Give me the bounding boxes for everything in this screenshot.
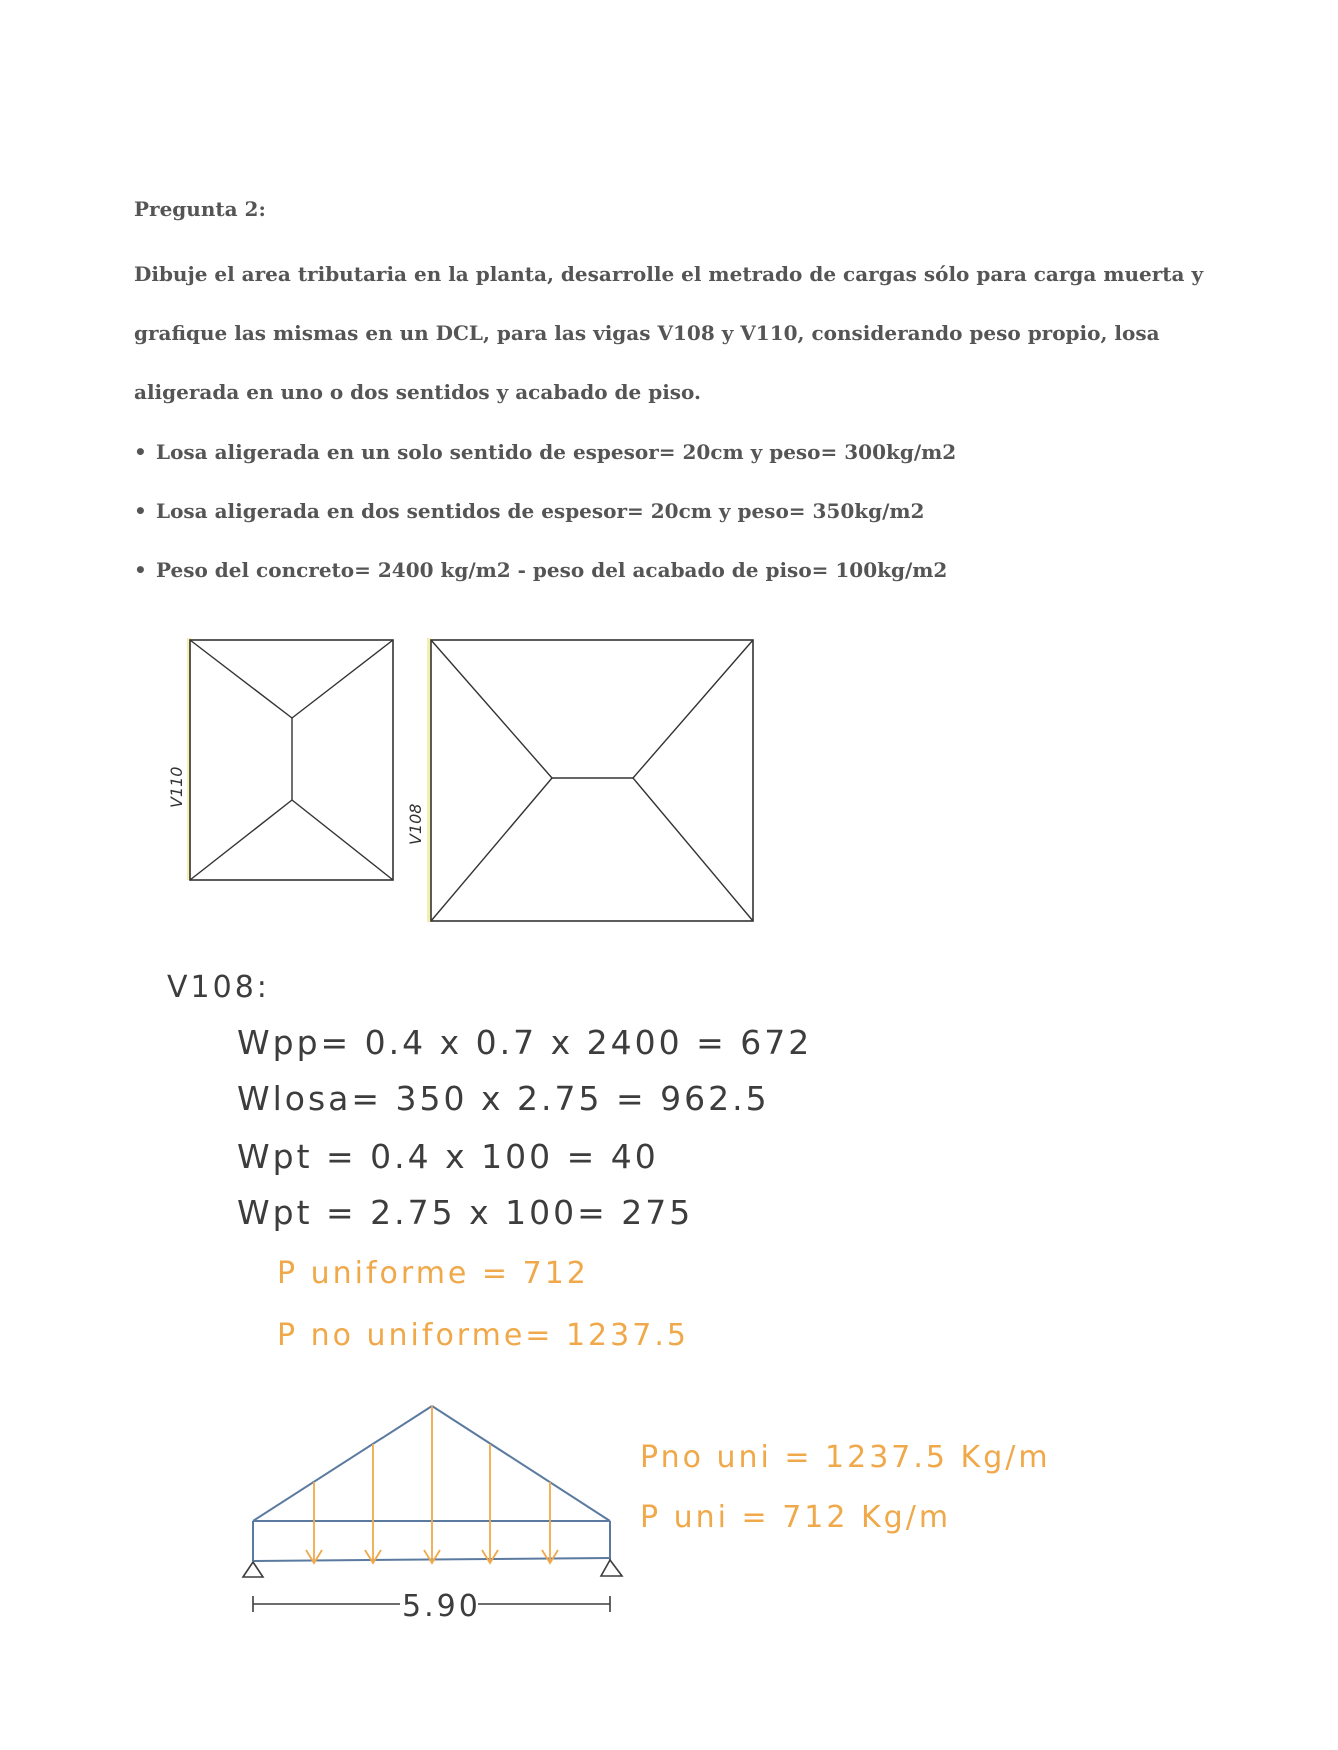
plan-panel-right xyxy=(406,638,753,922)
bullet-text: Losa aligerada en un solo sentido de espesor= 20cm y peso= 300kg/m2 xyxy=(156,440,957,464)
tributary-lines-right xyxy=(431,640,753,921)
plan-panel-left xyxy=(167,638,393,880)
beam-label-v110: V110 xyxy=(167,766,186,808)
calc-line-wpt-2: Wpt = 2.75 x 100= 275 xyxy=(237,1193,694,1232)
legend-uniform: P uni = 712 Kg/m xyxy=(640,1500,952,1535)
load-arrows xyxy=(306,1406,558,1563)
calc-line-wlosa: Wlosa= 350 x 2.75 = 962.5 xyxy=(237,1079,770,1118)
legend-non-uniform: Pno uni = 1237.5 Kg/m xyxy=(640,1440,1051,1475)
beam-label-v108: V108 xyxy=(406,803,425,845)
pin-support-right-icon xyxy=(601,1560,622,1576)
tributary-lines-left xyxy=(190,640,393,880)
result-uniform: P uniforme = 712 xyxy=(277,1256,589,1291)
triangular-load-left xyxy=(253,1406,432,1521)
free-body-diagram xyxy=(243,1406,1051,1624)
bullet-dot-icon: • xyxy=(134,499,147,523)
bullet-text: Peso del concreto= 2400 kg/m2 - peso del acabado de piso= 100kg/m2 xyxy=(156,558,948,582)
bullet-dot-icon: • xyxy=(134,440,147,464)
bullet-text: Losa aligerada en dos sentidos de espesor= 20cm y peso= 350kg/m2 xyxy=(156,499,925,523)
span-label: 5.90 xyxy=(402,1589,481,1624)
panel-right-outline xyxy=(431,640,753,921)
bullet-dot-icon: • xyxy=(134,558,147,582)
calc-title: V108: xyxy=(167,970,270,1005)
result-non-uniform: P no uniforme= 1237.5 xyxy=(277,1318,689,1353)
triangular-load-right xyxy=(432,1406,610,1521)
pin-support-left-icon xyxy=(243,1562,263,1577)
question-statement: Dibuje el area tributaria en la planta, desarrolle el metrado de cargas sólo para carga muerta y grafique las mismas en un DCL, para las vigas V108 y V110, considerando peso propio, losa aligerada en uno o dos sentidos y acabado de piso. xyxy=(134,262,1204,404)
question-heading: Pregunta 2: xyxy=(134,197,266,221)
calc-line-wpt-1: Wpt = 0.4 x 100 = 40 xyxy=(237,1137,659,1176)
calc-line-wpp: Wpp= 0.4 x 0.7 x 2400 = 672 xyxy=(237,1023,813,1062)
calculation-block xyxy=(167,970,812,1353)
